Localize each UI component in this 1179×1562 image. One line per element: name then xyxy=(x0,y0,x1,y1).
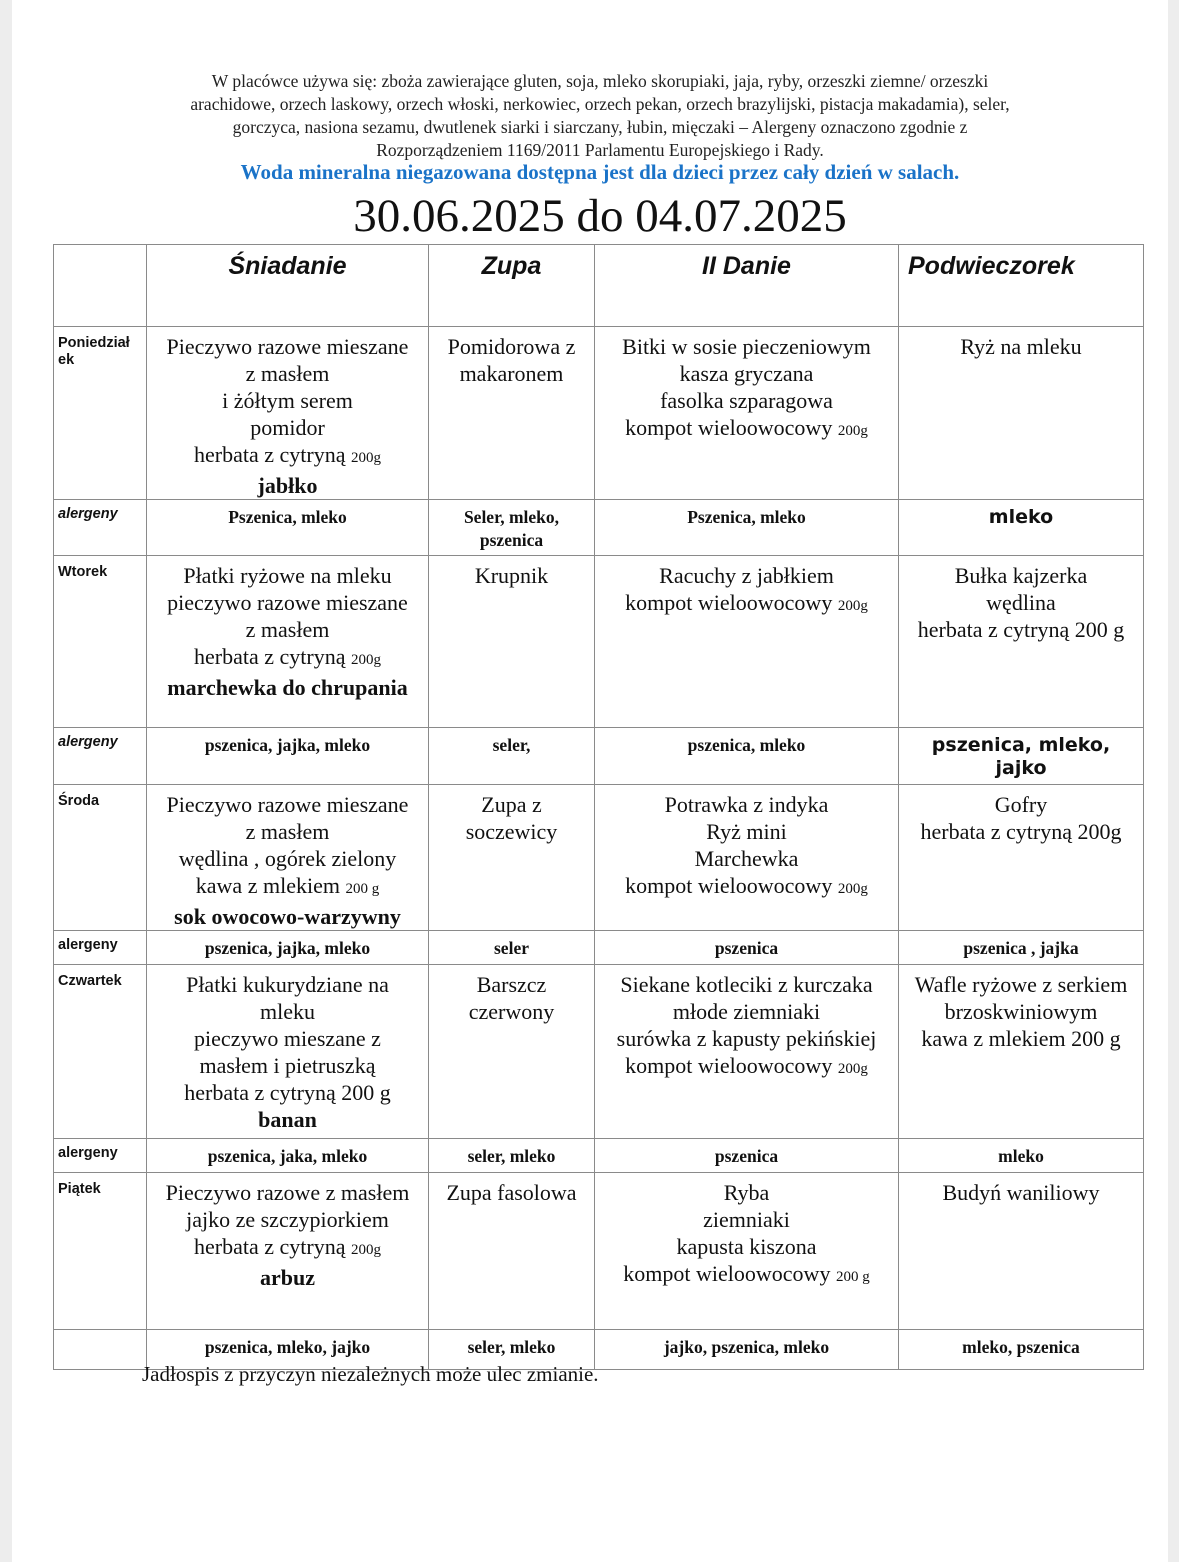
allergen-cell: pszenica xyxy=(595,1139,899,1173)
dish-text: herbata z cytryną xyxy=(194,442,346,467)
dish-text: pomidor xyxy=(250,415,325,440)
meal-cell xyxy=(899,785,1144,931)
dish-text: Pieczywo razowe mieszane xyxy=(166,334,409,359)
portion-size: 200g xyxy=(350,652,381,668)
dish-text: i żółtym serem xyxy=(222,388,353,413)
meal-cell xyxy=(429,327,595,500)
meal-cell xyxy=(595,785,899,931)
allergen-label: alergeny xyxy=(54,1139,147,1173)
allergen-cell: seler xyxy=(429,931,595,965)
meal-line xyxy=(147,872,428,903)
allergen-cell: seler, mleko xyxy=(429,1139,595,1173)
meal-line xyxy=(595,1025,898,1052)
dish-text: mleku xyxy=(260,999,315,1024)
dish-text: kawa z mlekiem xyxy=(195,873,340,898)
dish-text: Barszcz xyxy=(476,972,547,997)
meal-line xyxy=(899,333,1143,360)
meal-line xyxy=(147,1052,428,1079)
meal-cell xyxy=(595,327,899,500)
dish-text: pieczywo razowe mieszane xyxy=(167,590,408,615)
meal-line xyxy=(899,1179,1143,1206)
meal-line xyxy=(899,616,1143,643)
meal-line xyxy=(147,1264,428,1291)
meal-line xyxy=(595,589,898,620)
meal-line xyxy=(429,791,594,818)
meal-line xyxy=(429,818,594,845)
dish-text: kapusta kiszona xyxy=(676,1234,817,1259)
meal-line xyxy=(147,845,428,872)
day-label: Środa xyxy=(54,785,147,931)
dish-text: soczewicy xyxy=(465,819,558,844)
meal-cell xyxy=(429,785,595,931)
notice-line: W placówce używa się: zboża zawierające gluten, soja, mleko skorupiaki, jaja, ryby, orzeszki ziemne/ orzeszki xyxy=(211,71,989,91)
dish-text: Racuchy z jabłkiem xyxy=(659,563,834,588)
water-note: Woda mineralna niegazowana dostępna jest dla dzieci przez cały dzień w salach. xyxy=(240,160,960,184)
dish-text: wędlina , ogórek zielony xyxy=(178,846,397,871)
allergen-row xyxy=(54,728,1144,785)
dish-text: Pieczywo razowe z masłem xyxy=(165,1180,410,1205)
meal-cell xyxy=(595,556,899,728)
dish-text: sok owocowo-warzywny xyxy=(174,904,401,929)
meal-line xyxy=(899,818,1143,845)
dish-text: kompot wieloowocowy xyxy=(623,1261,831,1286)
dish-text: Bitki w sosie pieczeniowym xyxy=(622,334,871,359)
dish-text: Płatki ryżowe na mleku xyxy=(183,563,392,588)
meal-line xyxy=(429,998,594,1025)
meal-line xyxy=(595,414,898,445)
column-header: II Danie xyxy=(595,245,899,327)
day-label: Poniedział ek xyxy=(54,327,147,500)
meal-line xyxy=(595,845,898,872)
dish-text: Zupa fasolowa xyxy=(446,1180,577,1205)
allergen-cell: pszenica, mleko xyxy=(595,728,899,785)
dish-text: jabłko xyxy=(257,473,318,498)
day-row xyxy=(54,327,1144,500)
dish-text: Pieczywo razowe mieszane xyxy=(166,792,409,817)
dish-text: Pomidorowa z xyxy=(447,334,576,359)
meal-line xyxy=(147,1025,428,1052)
meal-line xyxy=(595,971,898,998)
day-label: Wtorek xyxy=(54,556,147,728)
meal-cell xyxy=(899,965,1144,1139)
dish-text: surówka z kapusty pekińskiej xyxy=(616,1026,877,1051)
meal-line xyxy=(147,360,428,387)
meal-cell xyxy=(899,327,1144,500)
dish-text: z masłem xyxy=(245,361,330,386)
portion-size: 200g xyxy=(837,881,868,897)
meal-cell xyxy=(595,1173,899,1330)
meal-line xyxy=(595,1260,898,1291)
day-row xyxy=(54,965,1144,1139)
column-header: Zupa xyxy=(429,245,595,327)
meal-cell xyxy=(429,1173,595,1330)
meal-line xyxy=(899,998,1143,1025)
allergen-cell: pszenica, mleko, jajko xyxy=(147,1330,429,1370)
allergen-cell: Pszenica, mleko xyxy=(147,500,429,556)
date-range: 30.06.2025 do 04.07.2025 xyxy=(353,190,847,242)
dish-text: z masłem xyxy=(245,617,330,642)
menu-sheet xyxy=(12,0,1168,1562)
header-row xyxy=(54,245,1144,327)
meal-line xyxy=(899,1025,1143,1052)
meal-line xyxy=(595,791,898,818)
allergen-label: alergeny xyxy=(54,931,147,965)
dish-text: banan xyxy=(258,1107,317,1132)
meal-line xyxy=(899,971,1143,998)
meal-line xyxy=(429,562,594,589)
meal-line xyxy=(595,1179,898,1206)
day-row xyxy=(54,785,1144,931)
dish-text: wędlina xyxy=(986,590,1056,615)
dish-text: masłem i pietruszką xyxy=(199,1053,376,1078)
allergen-label xyxy=(54,1330,147,1370)
column-header: Śniadanie xyxy=(147,245,429,327)
meal-line xyxy=(147,589,428,616)
dish-text: Wafle ryżowe z serkiem xyxy=(914,972,1128,997)
corner-cell xyxy=(54,245,147,327)
meal-line xyxy=(147,903,428,930)
notice-line: Rozporządzeniem 1169/2011 Parlamentu Europejskiego i Rady. xyxy=(376,140,824,160)
dish-text: kompot wieloowocowy xyxy=(625,873,833,898)
dish-text: Zupa z xyxy=(481,792,542,817)
dish-text: kasza gryczana xyxy=(679,361,814,386)
dish-text: Siekane kotleciki z kurczaka xyxy=(620,972,873,997)
meal-line xyxy=(595,333,898,360)
dish-text: jajko ze szczypiorkiem xyxy=(186,1207,389,1232)
allergen-cell: Seler, mleko, pszenica xyxy=(429,500,595,556)
dish-text: Ryż mini xyxy=(706,819,787,844)
allergen-label: alergeny xyxy=(54,728,147,785)
dish-text: herbata z cytryną xyxy=(194,644,346,669)
dish-text: młode ziemniaki xyxy=(672,999,821,1024)
dish-text: ziemniaki xyxy=(703,1207,790,1232)
column-header: Podwieczorek xyxy=(899,245,1144,327)
day-label: Piątek xyxy=(54,1173,147,1330)
meal-line xyxy=(147,472,428,499)
dish-text: herbata z cytryną 200g xyxy=(920,819,1122,844)
portion-size: 200g xyxy=(350,450,381,466)
meal-line xyxy=(147,971,428,998)
meal-line xyxy=(147,562,428,589)
meal-line xyxy=(595,562,898,589)
notice-line: gorczyca, nasiona sezamu, dwutlenek siarki i siarczany, łubin, mięczaki – Alergeny oznaczono zgodnie z xyxy=(232,117,968,137)
meal-line xyxy=(595,872,898,903)
portion-size: 200 g xyxy=(345,881,380,897)
footer-note: Jadłospis z przyczyn niezależnych może ulec zmianie. xyxy=(142,1362,599,1386)
meal-line xyxy=(147,616,428,643)
allergen-cell: mleko, pszenica xyxy=(899,1330,1144,1370)
allergen-cell: mleko xyxy=(899,500,1144,556)
portion-size: 200g xyxy=(350,1242,381,1258)
meal-line xyxy=(899,562,1143,589)
meal-line xyxy=(595,818,898,845)
menu-table xyxy=(53,244,1144,1370)
portion-size: 200g xyxy=(837,1061,868,1077)
dish-text: Marchewka xyxy=(694,846,799,871)
meal-line xyxy=(595,1206,898,1233)
allergen-cell: jajko, pszenica, mleko xyxy=(595,1330,899,1370)
notice-line: arachidowe, orzech laskowy, orzech włoski, nerkowiec, orzech pekan, orzech brazylijski, pistacja makadamia), seler, xyxy=(190,94,1010,114)
dish-text: kompot wieloowocowy xyxy=(625,415,833,440)
meal-line xyxy=(429,1179,594,1206)
dish-text: Bułka kajzerka xyxy=(954,563,1088,588)
meal-line xyxy=(147,333,428,360)
dish-text: herbata z cytryną xyxy=(194,1234,346,1259)
meal-cell xyxy=(595,965,899,1139)
allergen-cell: pszenica , jajka xyxy=(899,931,1144,965)
dish-text: marchewka do chrupania xyxy=(167,675,408,700)
meal-cell xyxy=(147,785,429,931)
meal-line xyxy=(147,387,428,414)
meal-line xyxy=(147,998,428,1025)
meal-cell xyxy=(899,1173,1144,1330)
meal-line xyxy=(147,1106,428,1133)
allergen-cell: seler, xyxy=(429,728,595,785)
dish-text: kawa z mlekiem 200 g xyxy=(921,1026,1121,1051)
meal-line xyxy=(595,387,898,414)
meal-cell xyxy=(147,1173,429,1330)
dish-text: makaronem xyxy=(459,361,564,386)
allergen-cell: mleko xyxy=(899,1139,1144,1173)
meal-line xyxy=(147,1206,428,1233)
dish-text: Budyń waniliowy xyxy=(942,1180,1100,1205)
portion-size: 200g xyxy=(837,598,868,614)
allergen-cell: pszenica xyxy=(595,931,899,965)
portion-size: 200g xyxy=(837,423,868,439)
dish-text: Gofry xyxy=(994,792,1048,817)
dish-text: kompot wieloowocowy xyxy=(625,590,833,615)
dish-text: fasolka szparagowa xyxy=(660,388,833,413)
meal-line xyxy=(147,1079,428,1106)
meal-line xyxy=(899,589,1143,616)
meal-line xyxy=(147,414,428,441)
dish-text: herbata z cytryną 200 g xyxy=(184,1080,391,1105)
dish-text: herbata z cytryną 200 g xyxy=(917,617,1125,642)
allergen-row xyxy=(54,1139,1144,1173)
allergen-cell: pszenica, jajka, mleko xyxy=(147,931,429,965)
meal-cell xyxy=(429,965,595,1139)
meal-line xyxy=(429,971,594,998)
allergen-cell: pszenica, mleko, jajko xyxy=(899,728,1144,785)
meal-line xyxy=(147,791,428,818)
dish-text: Płatki kukurydziane na xyxy=(186,972,389,997)
meal-line xyxy=(429,333,594,360)
meal-line xyxy=(429,360,594,387)
dish-text: kompot wieloowocowy xyxy=(625,1053,833,1078)
allergen-row xyxy=(54,931,1144,965)
allergen-cell: pszenica, jajka, mleko xyxy=(147,728,429,785)
allergen-label: alergeny xyxy=(54,500,147,556)
dish-text: Potrawka z indyka xyxy=(664,792,829,817)
allergen-cell: seler, mleko xyxy=(429,1330,595,1370)
dish-text: brzoskwiniowym xyxy=(944,999,1098,1024)
dish-text: Ryż na mleku xyxy=(960,334,1082,359)
meal-line xyxy=(147,643,428,674)
allergen-notice xyxy=(102,70,1098,162)
meal-line xyxy=(147,818,428,845)
dish-text: z masłem xyxy=(245,819,330,844)
meal-line xyxy=(595,1052,898,1083)
meal-line xyxy=(595,1233,898,1260)
allergen-cell: Pszenica, mleko xyxy=(595,500,899,556)
day-label: Czwartek xyxy=(54,965,147,1139)
meal-cell xyxy=(147,965,429,1139)
allergen-cell: pszenica, jaka, mleko xyxy=(147,1139,429,1173)
dish-text: czerwony xyxy=(468,999,555,1024)
dish-text: Krupnik xyxy=(474,563,549,588)
portion-size: 200 g xyxy=(835,1269,870,1285)
dish-text: pieczywo mieszane z xyxy=(194,1026,381,1051)
meal-cell xyxy=(899,556,1144,728)
meal-line xyxy=(147,441,428,472)
meal-cell xyxy=(147,327,429,500)
meal-line xyxy=(899,791,1143,818)
meal-cell xyxy=(147,556,429,728)
meal-cell xyxy=(429,556,595,728)
meal-line xyxy=(147,1179,428,1206)
meal-line xyxy=(147,1233,428,1264)
meal-line xyxy=(595,360,898,387)
meal-line xyxy=(595,998,898,1025)
day-row xyxy=(54,556,1144,728)
day-row xyxy=(54,1173,1144,1330)
dish-text: arbuz xyxy=(260,1265,315,1290)
dish-text: Ryba xyxy=(723,1180,770,1205)
meal-line xyxy=(147,674,428,701)
allergen-row xyxy=(54,500,1144,556)
